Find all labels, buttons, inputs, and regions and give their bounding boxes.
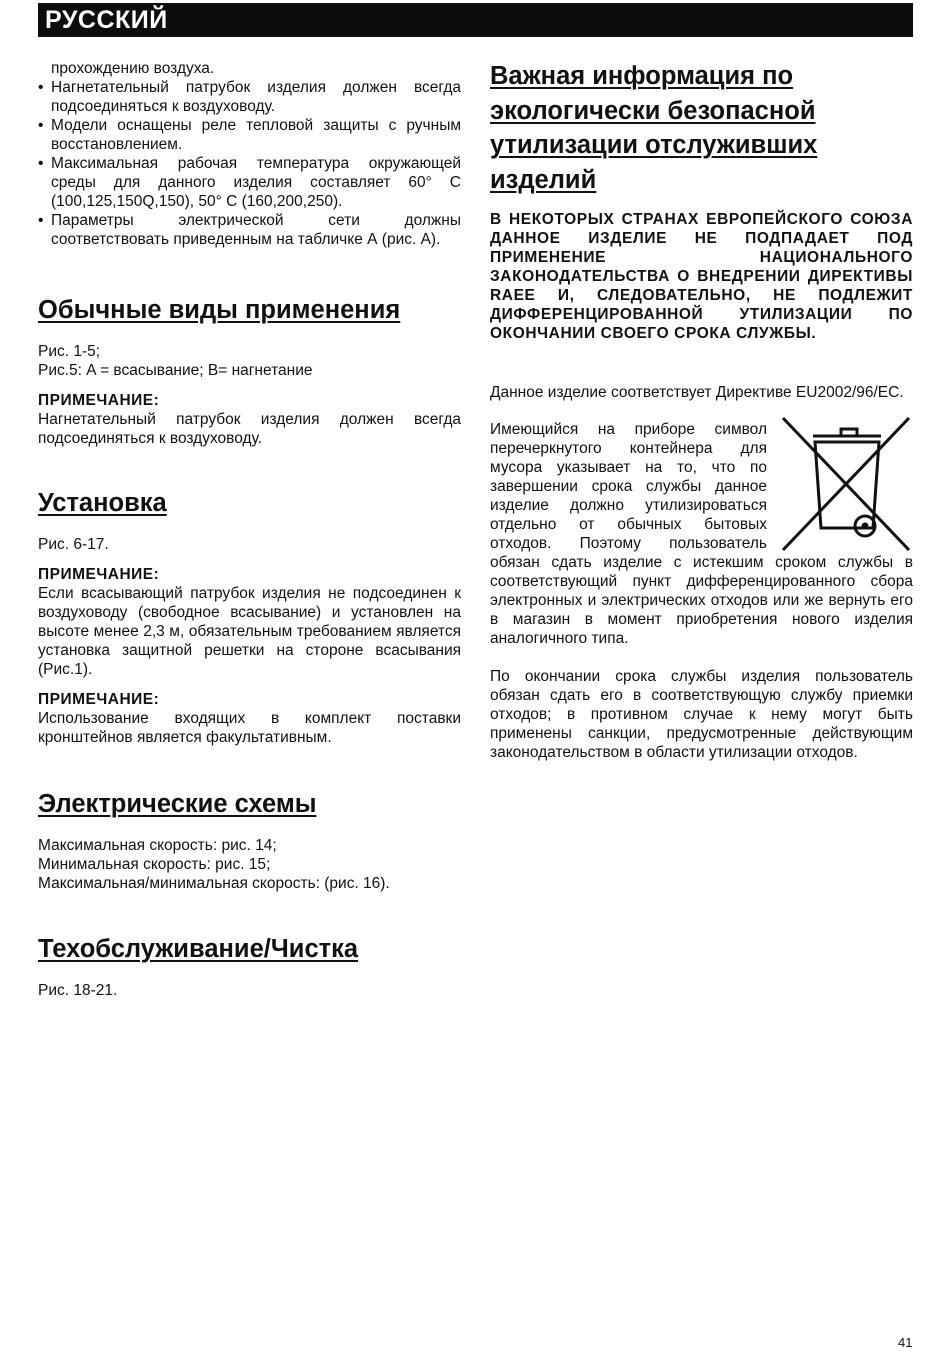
usage-line-2: Рис.5: A = всасывание; B= нагнетание: [38, 362, 313, 379]
installation-note-1-label: ПРИМЕЧАНИЕ:: [38, 566, 160, 583]
requirements-list: [38, 78, 461, 249]
wiring-line-1: Максимальная скорость: рис. 14;: [38, 837, 277, 854]
intro-continuation: прохождению воздуха.: [51, 60, 215, 77]
right-column: [490, 59, 913, 762]
wiring-line-3: Максимальная/минимальная скорость: (рис. 16).: [38, 875, 390, 892]
symbol-section: [490, 420, 913, 648]
list-item: • Модели оснащены реле тепловой защиты с ручным восстановлением.: [38, 116, 461, 154]
installation-note-2-text: Использование входящих в комплект поставки кронштейнов является факультативным.: [38, 710, 461, 746]
language-title: РУССКИЙ: [45, 6, 168, 34]
page-number: 41: [898, 1335, 913, 1350]
list-item: • Параметры электрической сети должны соответствовать приведенным на табличке А (рис. А).: [38, 211, 461, 249]
maintenance-heading: Техобслуживание/Чистка: [38, 935, 359, 963]
wiring-heading: Электрические схемы: [38, 790, 317, 818]
language-header-bar: [38, 3, 913, 37]
usage-note-text: Нагнетательный патрубок изделия должен всегда подсоединяться к воздуховоду.: [38, 411, 461, 447]
directive-text: Данное изделие соответствует Директиве EU2002/96/EC.: [490, 384, 904, 401]
usage-note-label: ПРИМЕЧАНИЕ:: [38, 392, 160, 409]
wiring-line-2: Минимальная скорость: рис. 15;: [38, 856, 271, 873]
left-column: [38, 59, 461, 1000]
installation-note-1-text: Если всасывающий патрубок изделия не подсоединен к воздуховоду (свободное всасывание) и установлен на высоте менее 2,3 м, обязательным требованием является установка защитной решетки на стороне всасывания (Рис.1).: [38, 585, 461, 678]
eu-caps-notice: В НЕКОТОРЫХ СТРАНАХ ЕВРОПЕЙСКОГО СОЮЗА ДАННОЕ ИЗДЕЛИЕ НЕ ПОДПАДАЕТ ПОД ПРИМЕНЕНИЕ НАЦИОНАЛЬНОГО ЗАКОНОДАТЕЛЬСТВА О ВНЕДРЕНИИ ДИРЕКТИВЫ RAEE И, СЛЕДОВАТЕЛЬНО, НЕ ПОДЛЕЖИТ ДИФФЕРЕНЦИРОВАННОЙ УТИЛИЗАЦИИ ПО ОКОНЧАНИИ СВОЕГО СРОКА СЛУЖБЫ.: [490, 211, 913, 342]
usage-line-1: Рис. 1-5;: [38, 343, 101, 360]
symbol-text: Имеющийся на приборе символ перечеркнутого контейнера для мусора указывает на то, что по завершении срока службы данное изделие должно утилизироваться отдельно от обычных бытовых отходов. Поэтому пользователь обязан сдать изделие с истекшим сроком службы в соответствующий пункт дифференцированного сбора электронных и электрических отходов или же вернуть его в магазин в момент приобретения нового изделия аналогичного типа.: [490, 421, 913, 647]
usage-heading: Обычные виды применения: [38, 296, 401, 324]
installation-heading: Установка: [38, 489, 167, 517]
list-item: • Нагнетательный патрубок изделия должен всегда подсоединяться к воздуховоду.: [38, 78, 461, 116]
maintenance-ref: Рис. 18-21.: [38, 982, 118, 999]
crossed-bin-icon: [781, 416, 913, 552]
installation-note-2-label: ПРИМЕЧАНИЕ:: [38, 691, 160, 708]
penalty-text: По окончании срока службы изделия пользователь обязан сдать его в соответствующую службу приемки отходов; в противном случае к нему могут быть применены санкции, предусмотренные действующим законодательством в области утилизации отходов.: [490, 668, 913, 761]
disposal-heading: Важная информация по экологически безопасной утилизации отслуживших изделий: [490, 62, 818, 194]
list-item: • Максимальная рабочая температура окружающей среды для данного изделия составляет 60° С (100,125,150Q,150), 50° С (160,200,250).: [38, 154, 461, 211]
installation-ref: Рис. 6-17.: [38, 536, 109, 553]
